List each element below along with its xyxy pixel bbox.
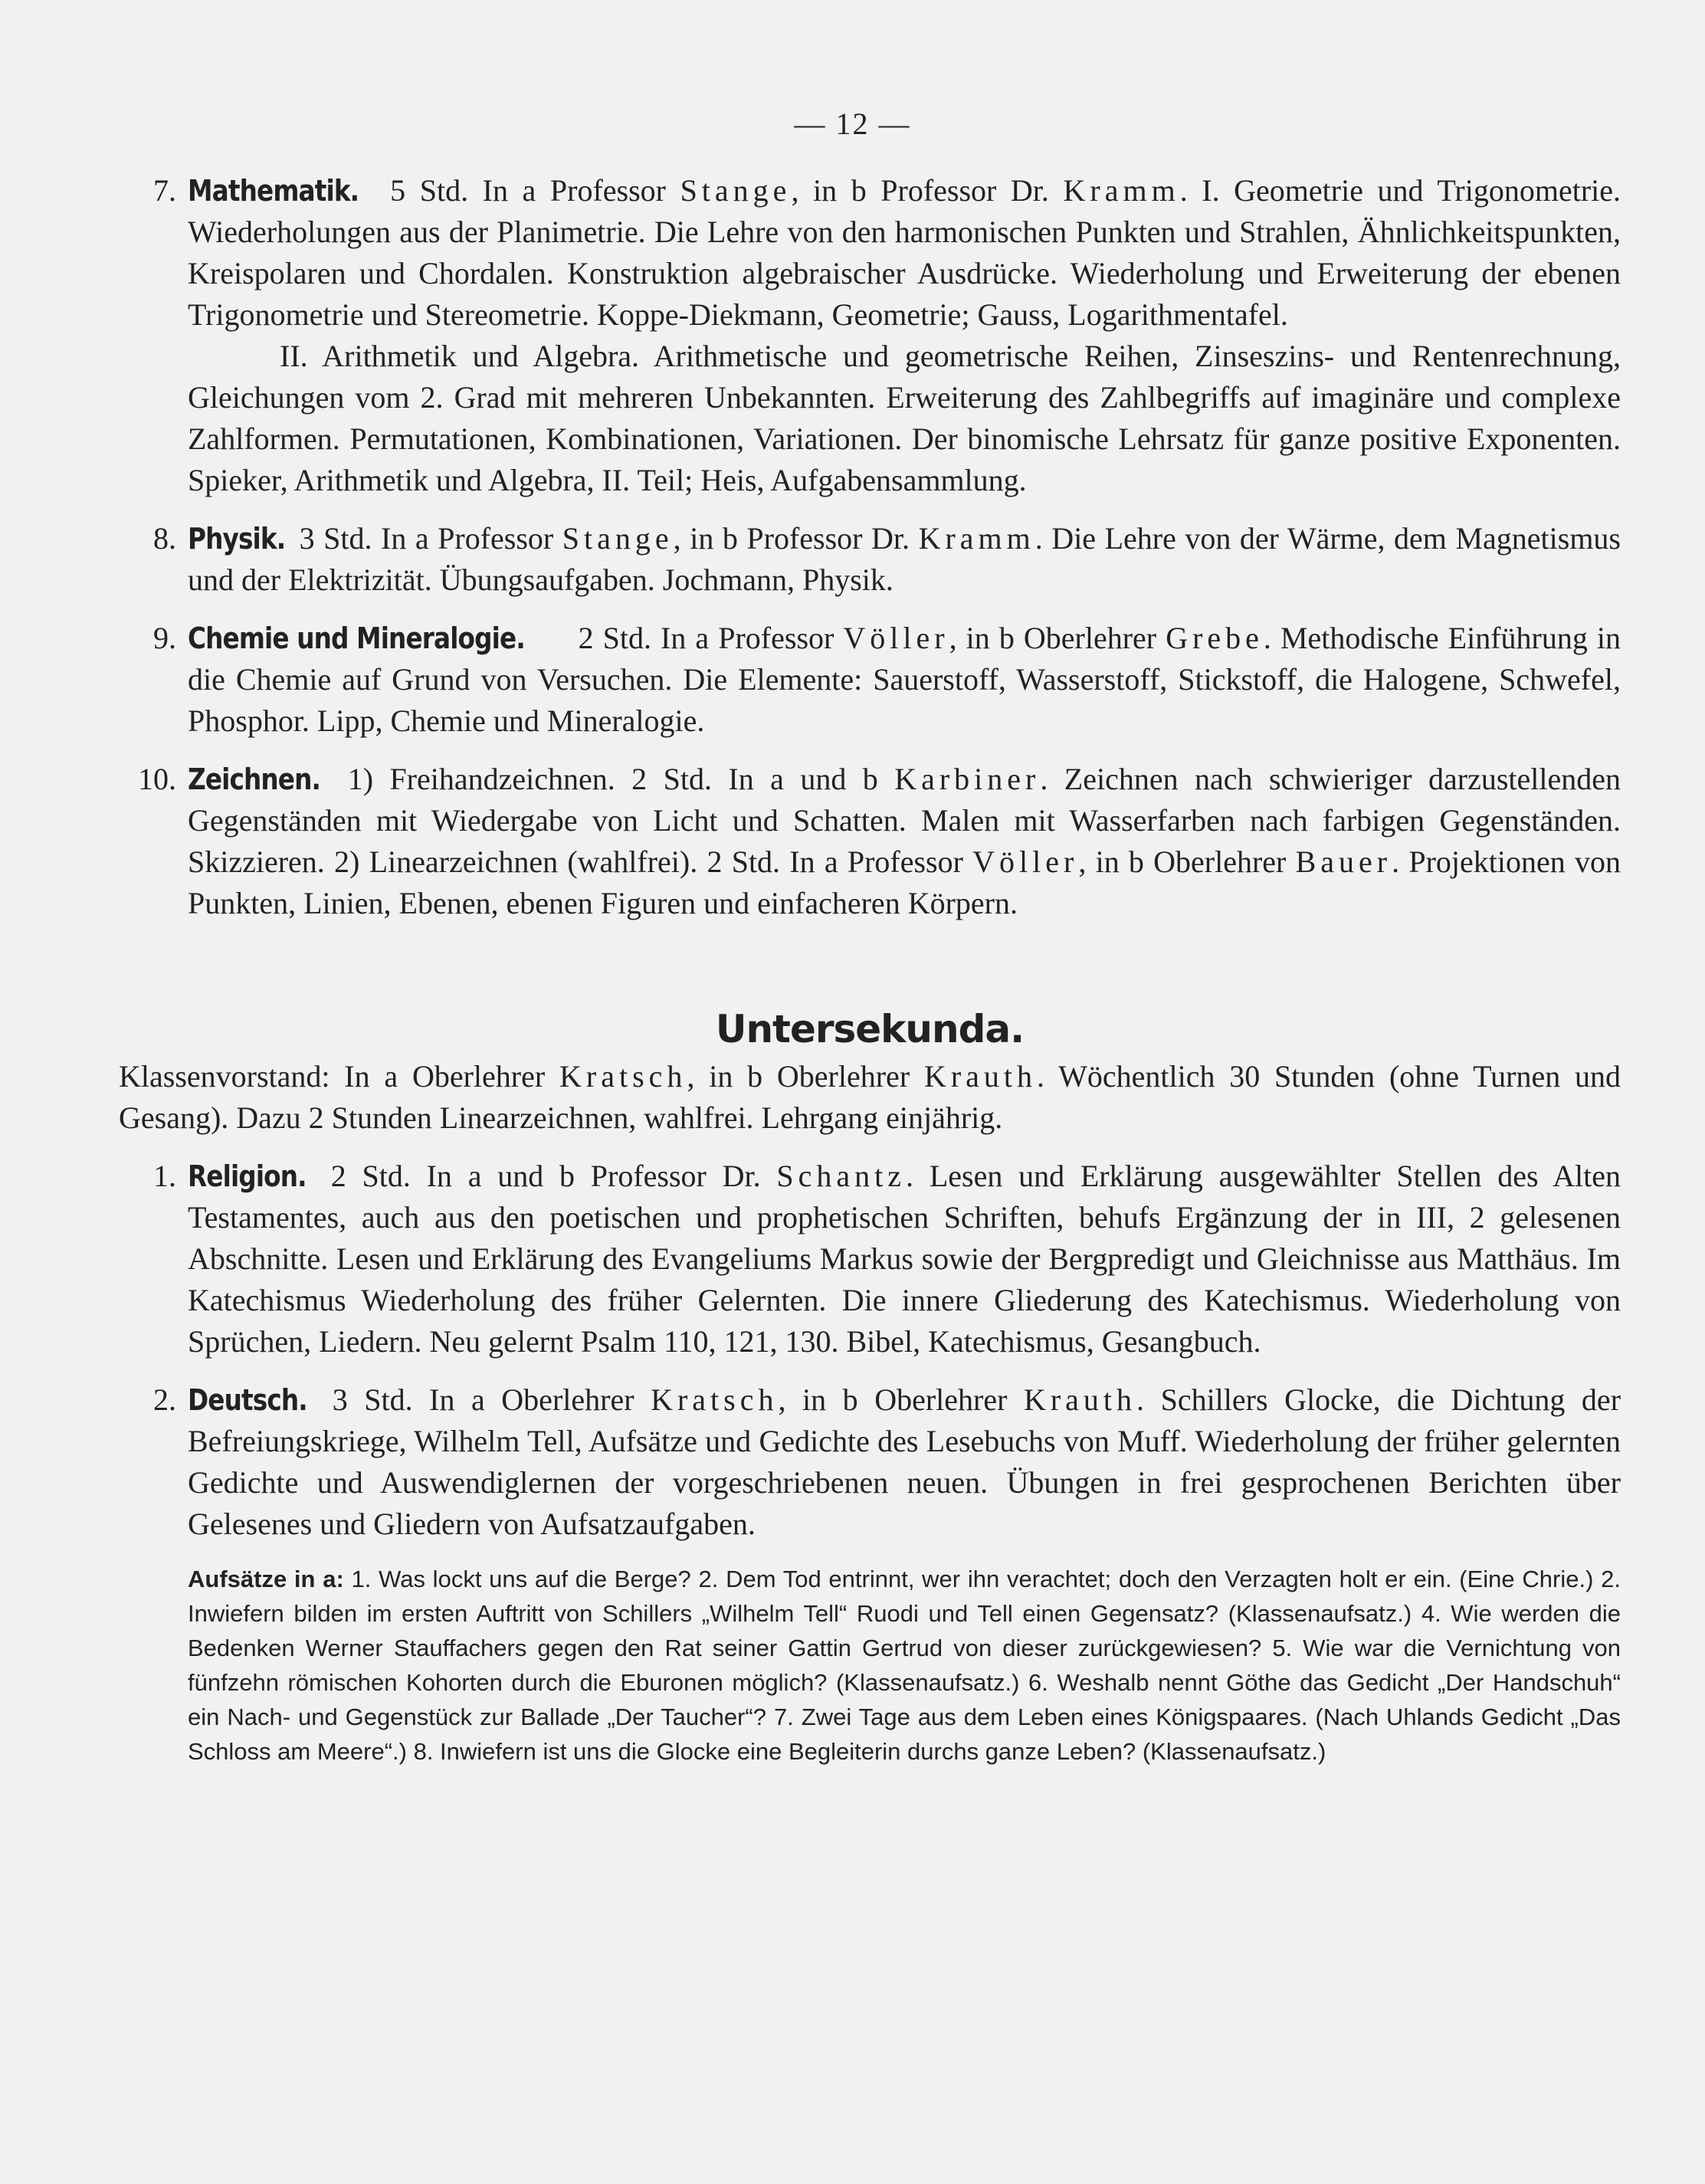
entry-text-part: 5 Std. In a Professor (390, 173, 680, 208)
entry-text (188, 618, 1621, 742)
intro-text-part: , in b Oberlehrer (687, 1059, 924, 1094)
entry-text-part: 3 Std. In a Oberlehrer (332, 1382, 651, 1417)
entry-text-part: . I. Geometrie und Trigonometrie. Wiederholungen aus der Planimetrie. Die Lehre von den harmonischen Punkten und Strahlen, Ähnlichkeitspunkten, Kreispolaren und Chordalen. Konstruktion algebraischer Ausdrücke. Wiederholung und Erweiterung der ebenen Trigonometrie und Stereometrie. Koppe-Diekmann, Geometrie; Gauss, Logarithmentafel. (188, 173, 1621, 332)
essay-list-text: 1. Was lockt uns auf die Berge? 2. Dem Tod entrinnt, wer ihn verachtet; doch den Verzagten holt er ein. (Eine Chrie.) 2. Inwiefern bilden im ersten Auftritt von Schillers „Wilhelm Tell“ Ruodi und Tell einen Gegensatz? (Klassenaufsatz.) 4. Wie werden die Bedenken Werner Stauffachers gegen den Rat seiner Gattin Gertrud von dieser zurückgewiesen? 5. Wie war die Vernichtung von fünfzehn römischen Kohorten durch die Eburonen möglich? (Klassenaufsatz.) 6. Weshalb nennt Göthe das Gedicht „Der Handschuh“ ein Nach- und Gegenstück zur Ballade „Der Taucher“? 7. Zwei Tage aus dem Leben eines Königspaares. (Nach Uhlands Gedicht „Das Schloss am Meere“.) 8. Inwiefern ist uns die Glocke eine Begleiterin durchs ganze Leben? (Klassenaufsatz.) (188, 1566, 1621, 1765)
teacher-name: Kratsch (559, 1059, 687, 1094)
teacher-name: Kramm (1063, 173, 1180, 208)
entry-text-part: , in b Oberlehrer (949, 621, 1166, 655)
teacher-name: Stange (562, 521, 674, 556)
teacher-name: Schantz (776, 1159, 907, 1193)
teacher-name: Stange (680, 173, 792, 208)
subject-entry-chemie (119, 618, 1621, 742)
entry-text-part: . Schillers Glocke, die Dichtung der Befreiungskriege, Wilhelm Tell, Aufsätze und Gedichte des Lesebuchs von Muff. Wiederholung der früher gelernten Gedichte und Auswendiglernen der vorgeschriebenen neuen. Übungen in frei gesprochenen Berichten über Gelesenes und Gliedern von Aufsatzaufgaben. (188, 1382, 1621, 1541)
subject-title: Mathematik. (188, 174, 359, 208)
entry-number: 8. (153, 521, 176, 556)
entry-text-part: . Projektionen von Punkten, Linien, Ebenen, ebenen Figuren und einfacheren Körpern. (188, 844, 1621, 920)
intro-text-part: . Wöchentlich 30 Stunden (ohne Turnen und Gesang). Dazu 2 Stunden Linearzeichnen, wahlfrei. Lehrgang einjährig. (119, 1059, 1621, 1135)
subject-title: Physik. (188, 522, 286, 556)
teacher-name: Kramm (918, 521, 1035, 556)
teacher-name: Karbiner (894, 762, 1041, 796)
entry-number: 7. (153, 173, 176, 208)
subject-entry-mathematik (119, 170, 1621, 501)
class-intro (119, 1056, 1621, 1139)
essay-list (188, 1562, 1621, 1769)
entry-number: 10. (138, 762, 176, 796)
entry-text-part: 3 Std. In a Professor (299, 521, 562, 556)
subject-entry-deutsch (119, 1379, 1621, 1545)
subject-title: Deutsch. (188, 1383, 307, 1417)
intro-text-part: Klassenvorstand: In a Oberlehrer (119, 1059, 559, 1094)
teacher-name: Kratsch (651, 1382, 779, 1417)
teacher-name: Völler (843, 621, 949, 655)
essay-list-lead: Aufsätze in a: (188, 1566, 344, 1592)
teacher-name: Bauer (1295, 844, 1392, 879)
entry-text (188, 1379, 1621, 1545)
teacher-name: Krauth (923, 1059, 1038, 1094)
subject-title: Zeichnen. (188, 762, 321, 796)
entry-text-part: . Lesen und Erklärung ausgewählter Stellen des Alten Testamentes, auch aus den poetischen und prophetischen Schriften, behufs Ergänzung der in III, 2 gelesenen Abschnitte. Lesen und Erklärung des Evangeliums Markus sowie der Bergpredigt und Gleichnisse aus Matthäus. Im Katechismus Wiederholung des früher Gelernten. Die innere Gliederung des Katechismus. Wiederholung von Sprüchen, Liedern. Neu gelernt Psalm 110, 121, 130. Bibel, Katechismus, Gesangbuch. (188, 1159, 1621, 1359)
essay-list-block (119, 1562, 1621, 1769)
entry-number: 1. (153, 1159, 176, 1193)
entry-text-part: , in b Oberlehrer (778, 1382, 1024, 1417)
subject-entry-physik (119, 518, 1621, 601)
teacher-name: Völler (972, 844, 1079, 879)
entry-text (188, 759, 1621, 924)
page-number: — 12 — (794, 107, 911, 141)
entry-text-part: . Die Lehre von der Wärme, dem Magnetismus und der Elektrizität. Übungsaufgaben. Jochmann, Physik. (188, 521, 1621, 597)
entry-text-part: 1) Freihandzeichnen. 2 Std. In a und b (347, 762, 895, 796)
entry-text-part: . Zeichnen nach schwieriger darzustellenden Gegenständen mit Wiedergabe von Licht und Schatten. Malen mit Wasserfarben nach farbigen Gegenständen. Skizzieren. 2) Linearzeichnen (wahlfrei). 2 Std. In a Professor (188, 762, 1621, 879)
entry-text-part: , in b Oberlehrer (1078, 844, 1296, 879)
page-content (119, 170, 1621, 1769)
entry-text-part: 2 Std. In a Professor (578, 621, 844, 655)
entry-number: 9. (153, 621, 176, 655)
entry-text-part: 2 Std. In a und b Professor Dr. (330, 1159, 777, 1193)
subject-title: Religion. (188, 1159, 307, 1193)
subject-entry-zeichnen (119, 759, 1621, 924)
entry-text (188, 1156, 1621, 1363)
teacher-name: Grebe (1166, 621, 1264, 655)
entry-text-part: , in b Professor Dr. (673, 521, 919, 556)
teacher-name: Krauth (1023, 1382, 1137, 1417)
entry-continuation: II. Arithmetik und Algebra. Arithmetische und geometrische Reihen, Zinseszins- und Rentenrechnung, Gleichungen vom 2. Grad mit mehreren Unbekannten. Erweiterung des Zahlbegriffs auf imaginäre und complexe Zahlformen. Permutationen, Kombinationen, Variationen. Der binomische Lehrsatz für ganze positive Exponenten. Spieker, Arithmetik und Algebra, II. Teil; Heis, Aufgabensammlung. (188, 339, 1621, 497)
entry-text (188, 170, 1621, 336)
subject-entry-religion (119, 1156, 1621, 1363)
entry-text (188, 518, 1621, 601)
entry-text-part: , in b Professor Dr. (791, 173, 1064, 208)
entry-text-part: . Methodische Einführung in die Chemie auf Grund von Versuchen. Die Elemente: Sauerstoff, Wasserstoff, Stickstoff, die Halogene, Schwefel, Phosphor. Lipp, Chemie und Mineralogie. (188, 621, 1621, 738)
entry-number: 2. (153, 1382, 176, 1417)
subject-title: Chemie und Mineralogie. (188, 621, 525, 655)
section-heading: Untersekunda. (715, 1007, 1025, 1051)
